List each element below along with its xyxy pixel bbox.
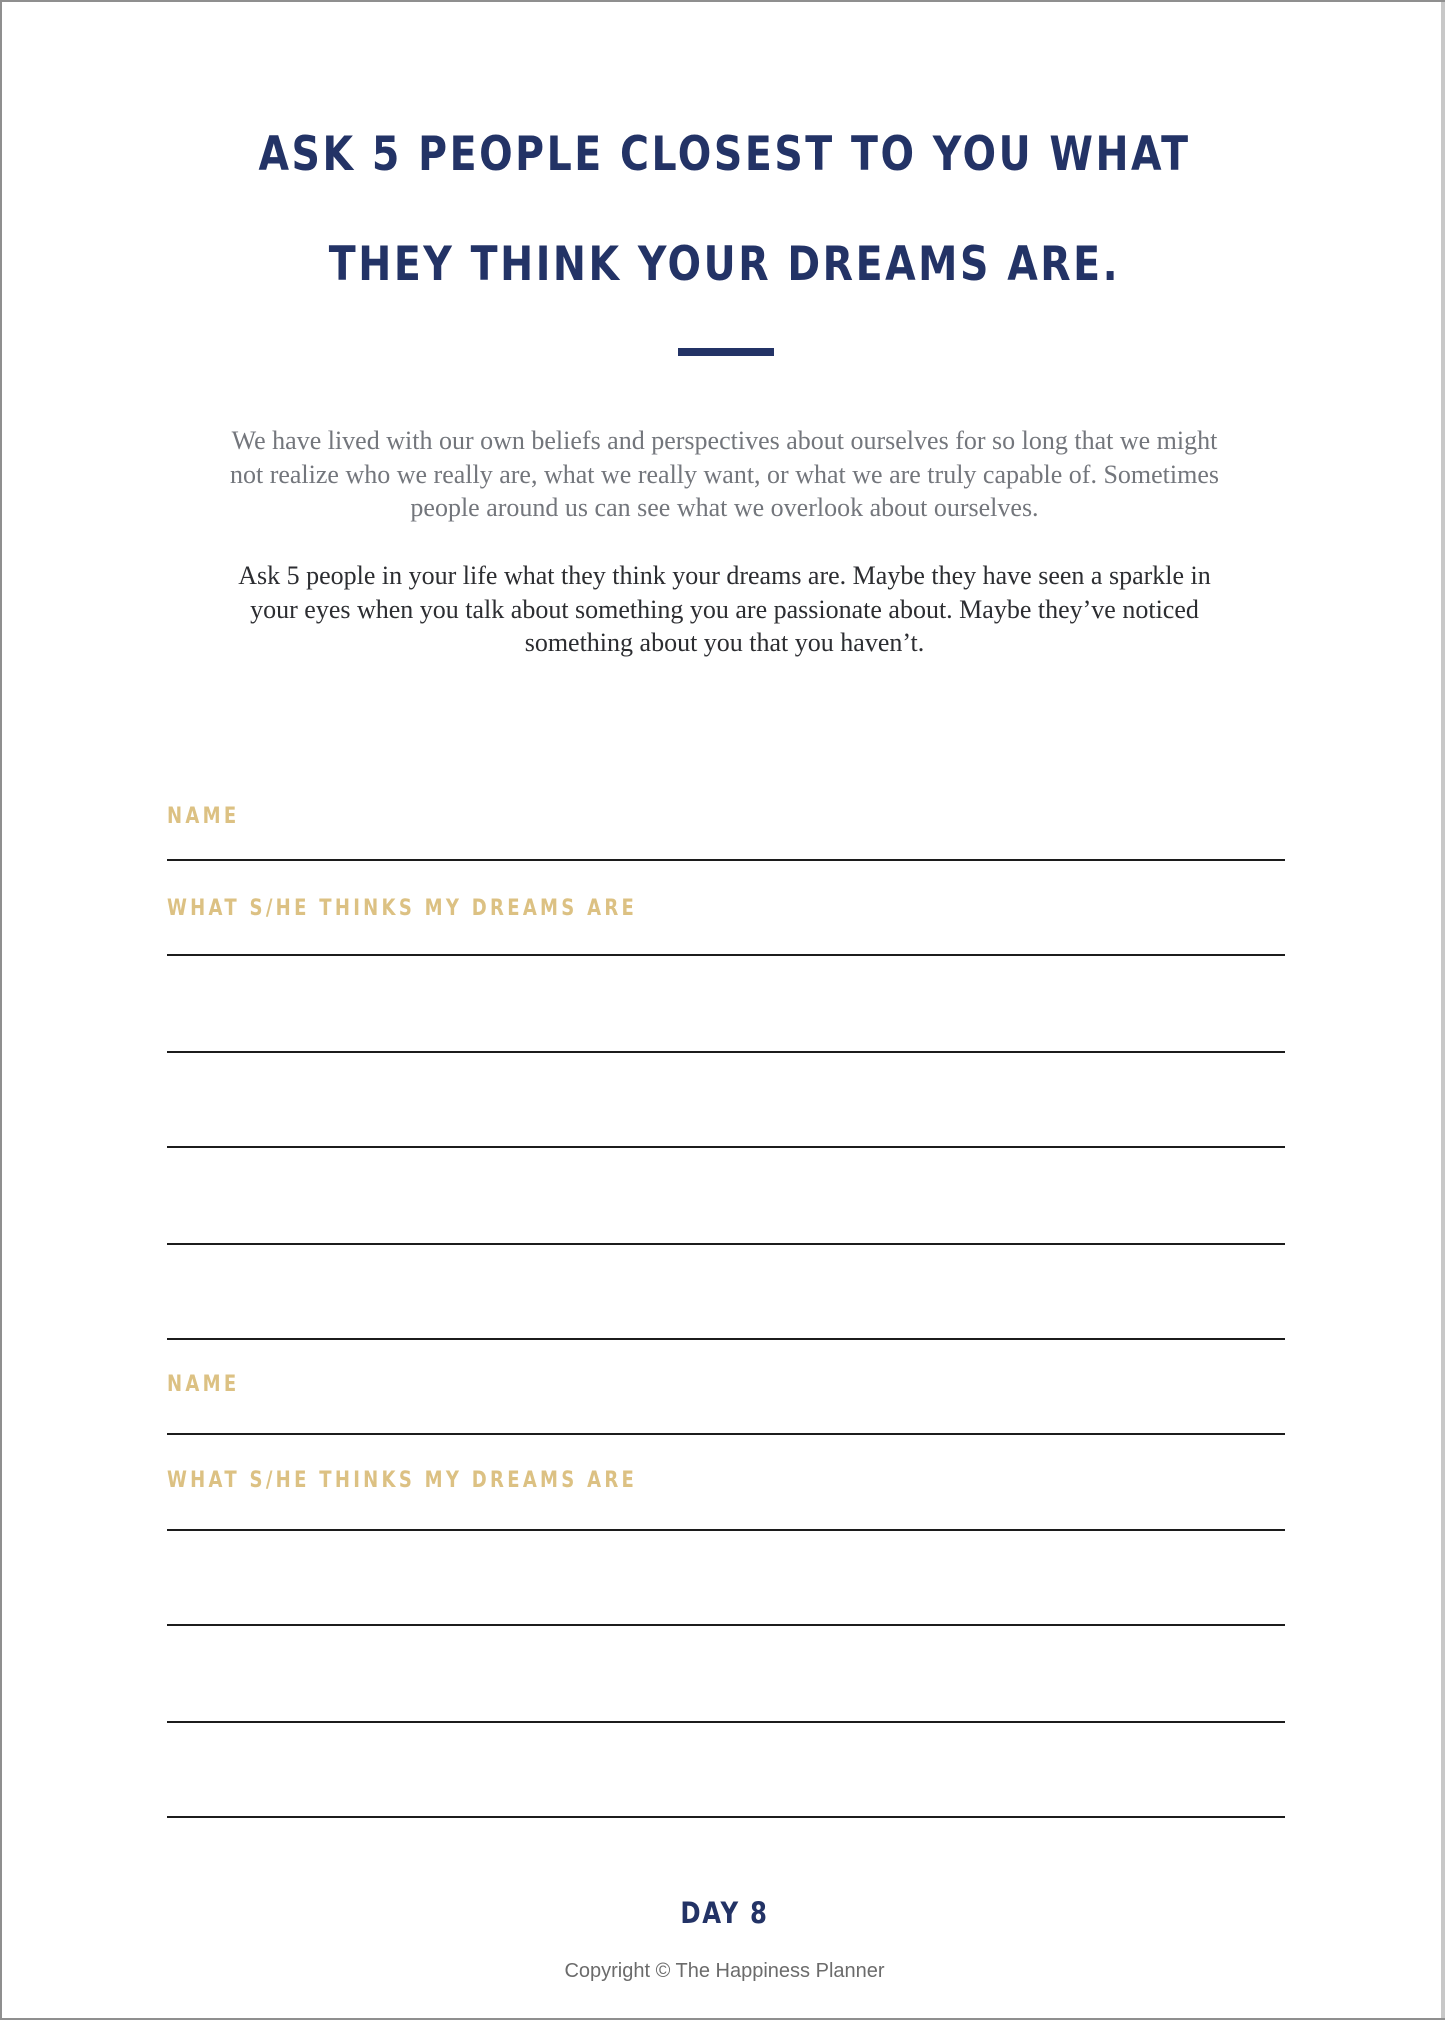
dreams-write-line[interactable] [167,1051,1285,1053]
dreams-write-line[interactable] [167,1146,1285,1148]
name-label: NAME [167,804,240,829]
page-title-line-1: ASK 5 PEOPLE CLOSEST TO YOU WHAT [258,127,1191,182]
page-title-line-2: THEY THINK YOUR DREAMS ARE. [328,237,1121,292]
title-divider [678,348,774,356]
dreams-write-line[interactable] [167,1624,1285,1626]
copyright-notice: Copyright © The Happiness Planner [564,1960,885,1982]
dreams-label: WHAT S/HE THINKS MY DREAMS ARE [167,1468,638,1493]
dreams-label: WHAT S/HE THINKS MY DREAMS ARE [167,896,638,921]
dreams-write-line[interactable] [167,1338,1285,1340]
dreams-write-line[interactable] [167,1816,1285,1818]
name-write-line[interactable] [167,859,1285,861]
intro-paragraph-2: Ask 5 people in your life what they think your dreams are. Maybe they have seen a sparkle in your eyes when you talk about something you are passionate about. Maybe they’ve noticed something about you that you haven’t. [238,561,1211,657]
dreams-write-line[interactable] [167,1721,1285,1723]
dreams-write-line[interactable] [167,954,1285,956]
intro-paragraph-1: We have lived with our own beliefs and perspectives about ourselves for so long that we might not realize who we really are, what we really want, or what we are truly capable of. Sometimes people around us can see what we overlook about ourselves. [229,426,1220,522]
name-write-line[interactable] [167,1433,1285,1435]
day-number: DAY 8 [680,1896,769,1930]
dreams-write-line[interactable] [167,1529,1285,1531]
name-label: NAME [167,1372,240,1397]
dreams-write-line[interactable] [167,1243,1285,1245]
